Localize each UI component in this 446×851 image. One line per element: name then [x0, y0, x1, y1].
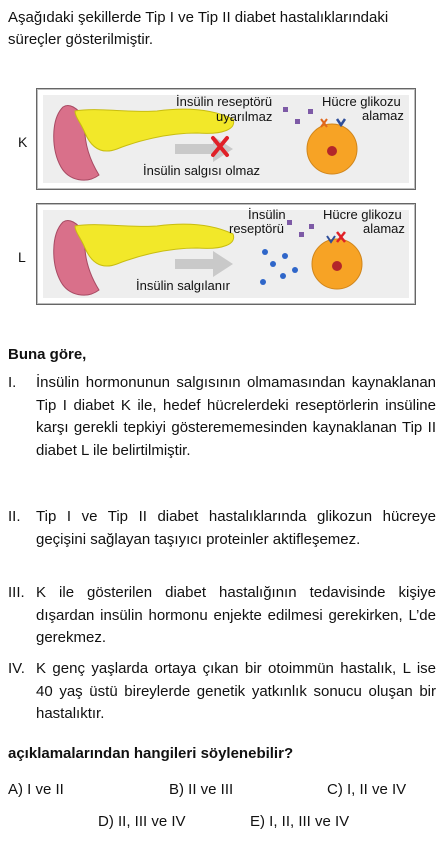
- receptor-signal-icon: [287, 220, 292, 225]
- panel-k-cell-label-1: Hücre glikozu: [322, 94, 401, 109]
- insulin-molecule-icon: [262, 249, 268, 255]
- statement-4: [8, 658, 436, 726]
- insulin-molecule-icon: [280, 273, 286, 279]
- cell-nucleus: [327, 146, 337, 156]
- statement-text: K ile gösterilen diabet hastalığının tedavisinde kişiye dışardan insülin hormonu enjekte edilmesi gerekirken, L’de gerekmez.: [36, 584, 436, 646]
- receptor-signal-icon: [308, 109, 313, 114]
- statement-text: K genç yaşlarda ortaya çıkan bir otoimmün hastalık, L ise 40 yaş üstü bireylerde genetik yatkınlık sonucu oluşan bir hastalıktır.: [36, 660, 436, 722]
- statement-number: IV.: [8, 660, 25, 677]
- panel-k-receptor-label-2: uyarılmaz: [216, 109, 273, 124]
- panel-k-label: K: [18, 134, 28, 150]
- question-lead: Buna göre,: [8, 346, 87, 363]
- statement-text: İnsülin hormonunun salgısının olmamasından kaynaklanan Tip I diabet K ile, hedef hücrelerdeki reseptörlerin insüline karşı gerekli tepkiyi gösterememesinden kaynaklanan Tip II diabet L ile belirtilmiştir.: [36, 374, 436, 459]
- panel-k-secretion-label: İnsülin salgısı olmaz: [143, 163, 261, 178]
- receptor-signal-icon: [299, 232, 304, 237]
- panel-l-cell-label-1: Hücre glikozu: [323, 207, 402, 222]
- statement-text: Tip I ve Tip II diabet hastalıklarında glikozun hücreye geçişini sağlayan taşıyıcı proteinler aktifleşemez.: [36, 508, 436, 548]
- question-tail: açıklamalarından hangileri söylenebilir?: [8, 745, 294, 762]
- cell-nucleus: [332, 261, 342, 271]
- receptor-signal-icon: [295, 119, 300, 124]
- panel-l-receptor-label-1: İnsülin: [248, 207, 286, 222]
- option-c[interactable]: C) I, II ve IV: [327, 781, 407, 798]
- panel-k-cell-label-2: alamaz: [362, 108, 404, 123]
- panel-k-receptor-label-1: İnsülin reseptörü: [176, 94, 273, 109]
- panel-l-secretion-label: İnsülin salgılanır: [136, 278, 230, 293]
- statement-2: [8, 506, 436, 551]
- cell-receptor-icon: [337, 119, 345, 125]
- question-intro: Aşağıdaki şekillerde Tip I ve Tip II diabet hastalıklarındaki süreçler gösterilmiştir.: [8, 9, 389, 48]
- option-a[interactable]: A) I ve II: [8, 781, 64, 798]
- option-e[interactable]: E) I, II, III ve IV: [250, 813, 350, 830]
- insulin-molecule-icon: [270, 261, 276, 267]
- option-d[interactable]: D) II, III ve IV: [98, 813, 186, 830]
- panel-l-receptor-label-2: reseptörü: [229, 221, 284, 236]
- statement-number: II.: [8, 508, 21, 525]
- statement-number: III.: [8, 584, 25, 601]
- receptor-signal-icon: [309, 224, 314, 229]
- secretion-arrow: [175, 251, 233, 277]
- insulin-molecule-icon: [282, 253, 288, 259]
- insulin-molecule-icon: [292, 267, 298, 273]
- panel-l-cell-label-2: alamaz: [363, 221, 405, 236]
- statement-3: [8, 582, 436, 650]
- option-b[interactable]: B) II ve III: [169, 781, 234, 798]
- insulin-molecule-icon: [260, 279, 266, 285]
- statement-1: [8, 372, 436, 462]
- statement-number: I.: [8, 374, 17, 391]
- panel-l-label: L: [18, 249, 26, 265]
- receptor-signal-icon: [283, 107, 288, 112]
